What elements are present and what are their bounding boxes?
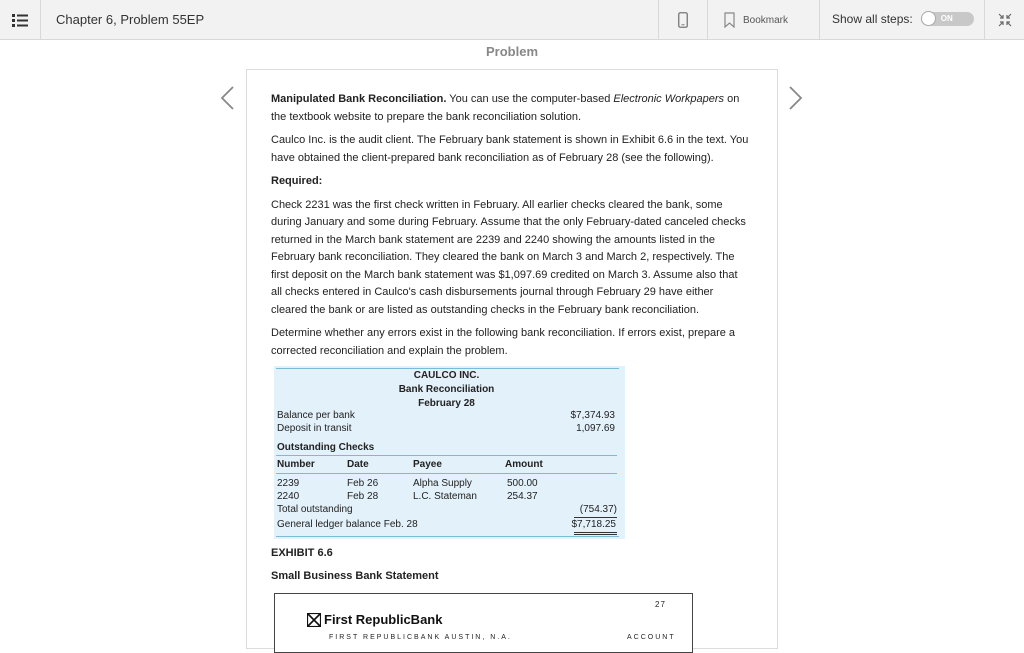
phone-icon: [678, 12, 688, 28]
statement-page-number: 27: [655, 600, 666, 609]
bank-logo: [307, 612, 442, 627]
intro-italic: Electronic Workpapers: [613, 93, 725, 105]
double-rule: [574, 534, 617, 535]
col-date-header: Date: [347, 459, 369, 470]
problem-paragraph: Determine whether any errors exist in the following bank reconciliation. If errors exist, prepare a corrected reconciliation and explain the problem.: [271, 327, 736, 357]
bank-subtitle: FIRST REPUBLICBANK AUSTIN, N.A.: [329, 634, 512, 641]
mobile-view-button[interactable]: [659, 0, 707, 40]
recon-rule: [276, 473, 617, 474]
recon-rule: [276, 455, 617, 456]
sum-rule: [574, 517, 617, 518]
collapse-icon: [998, 13, 1012, 27]
required-label: [271, 173, 751, 191]
recon-bottom-rule: [276, 536, 619, 537]
account-label: ACCOUNT: [627, 634, 676, 641]
problem-paragraph: Caulco Inc. is the audit client. The February bank statement is shown in Exhibit 6.6 in the text. You have obtained the client-prepared bank reconciliation as of February 28 (see the following).: [271, 134, 749, 164]
check-number: 2239: [277, 478, 300, 489]
bank-statement-image: [274, 593, 693, 653]
bank-name: First RepublicBank: [324, 612, 443, 627]
check-amount: 254.37: [507, 491, 538, 502]
previous-arrow-icon[interactable]: [220, 86, 236, 110]
total-outstanding-label: Total outstanding: [277, 504, 353, 515]
bank-reconciliation-image: [274, 366, 625, 539]
section-title: Problem: [485, 44, 538, 59]
intro-text: You can use the computer-based: [446, 93, 614, 105]
col-payee-header: Payee: [413, 459, 442, 470]
total-outstanding-value: (754.37): [579, 504, 617, 515]
exhibit-label: EXHIBIT 6.6: [271, 547, 333, 559]
required-heading: Required:: [271, 175, 323, 187]
bookmark-icon: [724, 12, 735, 28]
col-number-header: Number: [277, 459, 315, 470]
deposit-value: 1,097.69: [576, 423, 615, 434]
balance-value: $7,374.93: [570, 410, 615, 421]
bookmark-label: Bookmark: [743, 14, 789, 26]
menu-button[interactable]: [0, 0, 41, 40]
show-steps-toggle[interactable]: [921, 12, 974, 26]
recon-company: CAULCO INC.: [413, 370, 480, 381]
show-steps-label: Show all steps:: [832, 12, 913, 26]
problem-text: [271, 91, 751, 366]
show-steps-control: [832, 12, 974, 26]
outstanding-checks-heading: Outstanding Checks: [277, 442, 375, 453]
chapter-title: Chapter 6, Problem 55EP: [56, 12, 205, 27]
bookmark-button[interactable]: [708, 0, 819, 40]
bank-logo-icon: [307, 613, 321, 627]
next-arrow-icon[interactable]: [787, 86, 803, 110]
collapse-button[interactable]: [985, 0, 1024, 40]
top-bar: [0, 0, 1024, 40]
list-menu-icon: [12, 14, 28, 27]
recon-top-rule: [276, 368, 619, 369]
ledger-balance-label: General ledger balance Feb. 28: [277, 519, 418, 530]
recon-date: February 28: [418, 398, 475, 409]
check-date: Feb 26: [347, 478, 379, 489]
problem-intro: [271, 91, 751, 126]
toggle-knob: [921, 11, 936, 26]
problem-title: Manipulated Bank Reconciliation.: [271, 93, 447, 105]
toggle-state: ON: [940, 14, 953, 23]
intro-text-end: on the textbook website to prepare the bank reconciliation solution.: [271, 93, 740, 123]
exhibit-title: Small Business Bank Statement: [271, 570, 439, 582]
balance-label: Balance per bank: [277, 410, 355, 421]
col-amount-header: Amount: [505, 459, 543, 470]
toolbar-divider: [819, 0, 820, 40]
check-payee: L.C. Stateman: [413, 491, 477, 502]
check-date: Feb 28: [347, 491, 379, 502]
ledger-balance-value: $7,718.25: [571, 519, 616, 530]
recon-title: Bank Reconciliation: [398, 384, 495, 395]
check-number: 2240: [277, 491, 300, 502]
problem-paragraph: Check 2231 was the first check written in February. All earlier checks cleared the bank, some during January and some during February. Assume that the only February-dated canceled checks returned in the March bank statement are 2239 and 2240 showing the amounts listed in the February bank reconciliation. They cleared the bank on March 3 and March 2, respectively. The first deposit on the March bank statement was $1,097.69 credited on March 3. Assume also that all checks entered in Caulco's cash disbursements journal through February 29 have either cleared the bank or are listed as outstanding checks in the February bank reconciliation.: [271, 198, 746, 316]
deposit-label: Deposit in transit: [277, 423, 352, 434]
double-rule: [574, 532, 617, 533]
check-amount: 500.00: [507, 478, 538, 489]
check-payee: Alpha Supply: [413, 478, 472, 489]
